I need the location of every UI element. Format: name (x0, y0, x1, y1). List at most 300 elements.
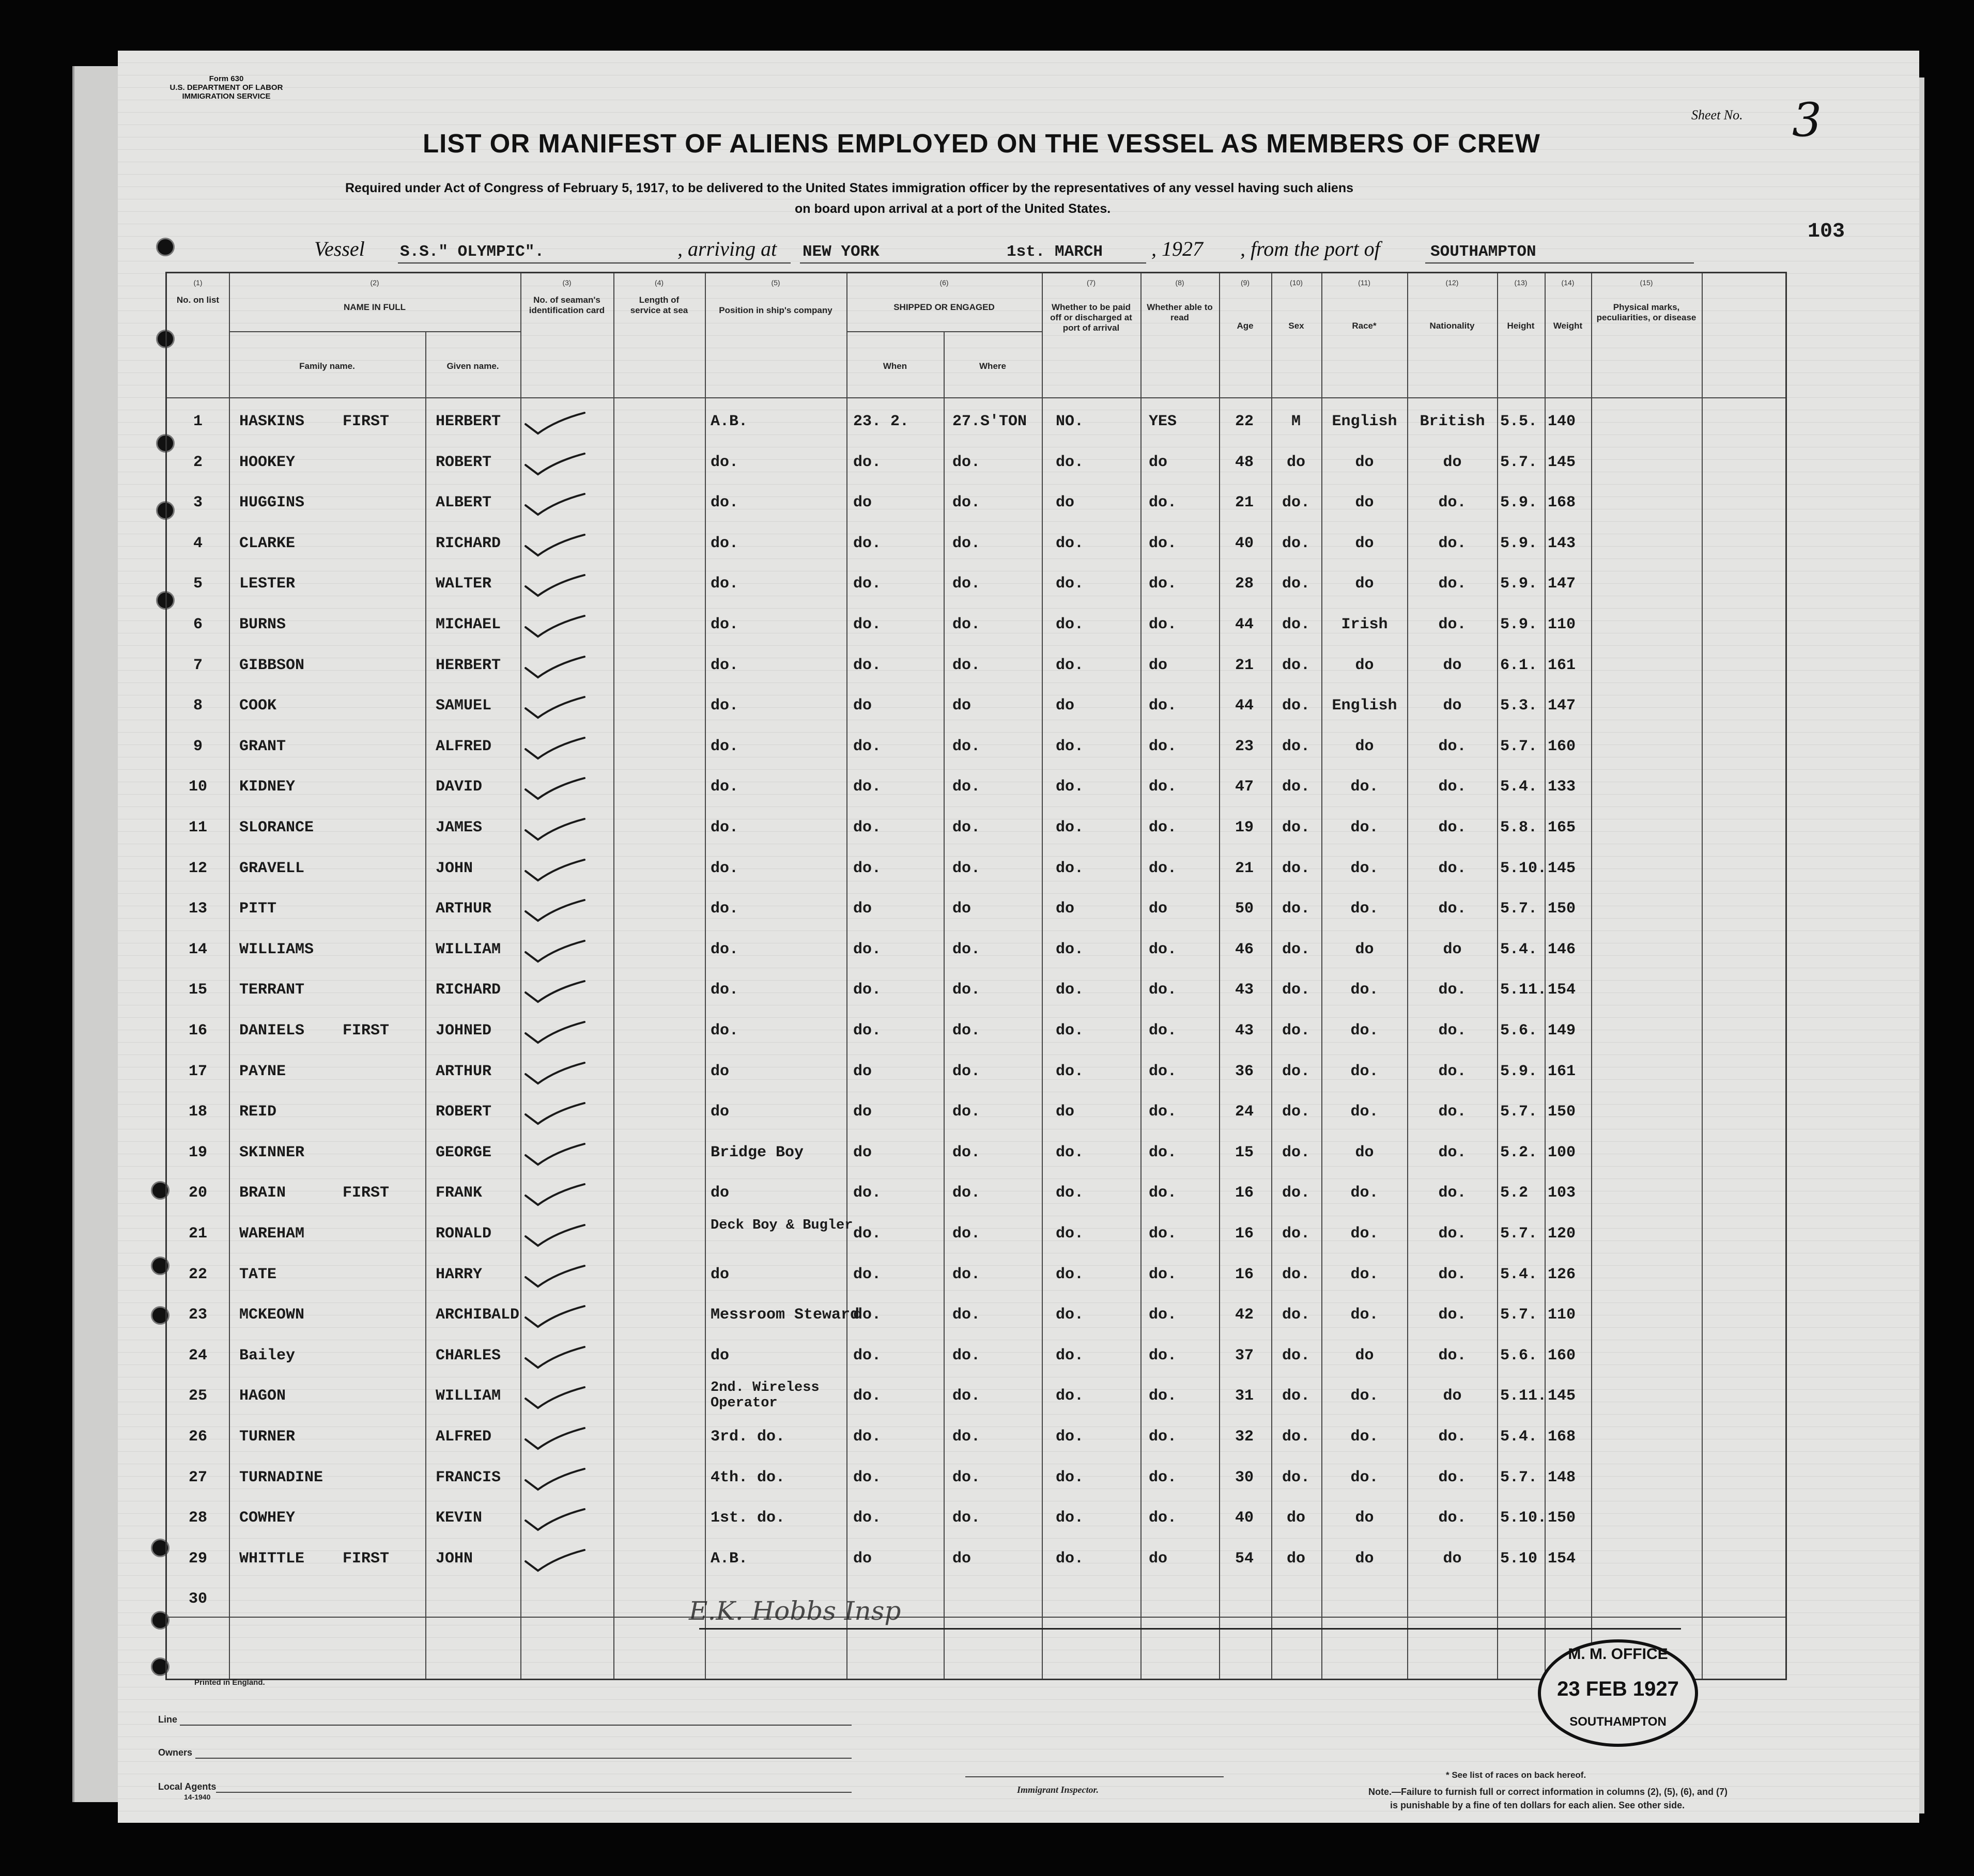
position: do (711, 1184, 730, 1202)
underline (996, 262, 1146, 263)
table-row (167, 850, 1785, 891)
given-name: WALTER (436, 575, 492, 593)
row-number: 7 (193, 656, 203, 674)
height: 5.7. (1500, 1468, 1538, 1486)
checkmark-icon (520, 1426, 588, 1451)
from-port: SOUTHAMPTON (1430, 243, 1536, 261)
table-row (167, 1297, 1785, 1337)
stamp-office: M. M. OFFICE (1568, 1646, 1668, 1663)
checkmark-icon (520, 533, 588, 557)
paid-off: NO. (1056, 413, 1084, 430)
sex: do (1286, 1549, 1305, 1568)
position: do. (711, 616, 739, 633)
paid-off: do. (1056, 1549, 1084, 1568)
shipped-when: do. (853, 940, 882, 958)
age: 43 (1235, 1022, 1254, 1040)
given-name: ARTHUR (436, 900, 492, 918)
row-number: 3 (193, 494, 203, 512)
closing-line (699, 1628, 1681, 1630)
table-row (167, 891, 1785, 931)
race: do. (1350, 819, 1379, 836)
given-name: HERBERT (436, 413, 501, 430)
family-name: SLORANCE (239, 819, 314, 836)
page-number: 103 (1808, 220, 1845, 243)
shipped-when: do. (853, 1428, 882, 1446)
checkmark-icon (520, 1020, 588, 1045)
given-name: SAMUEL (436, 697, 492, 715)
owners-underline (195, 1758, 852, 1759)
row-number: 24 (188, 1346, 207, 1365)
shipped-where: do. (952, 1509, 981, 1527)
race: do (1355, 940, 1374, 958)
able-to-read: do. (1149, 1022, 1177, 1040)
age: 21 (1235, 494, 1254, 512)
checkmark-icon (520, 736, 588, 761)
nationality: do. (1438, 819, 1467, 836)
checkmark-icon (520, 1142, 588, 1167)
sex: M (1291, 413, 1301, 430)
height: 5.7. (1500, 1103, 1538, 1121)
paid-off: do. (1056, 859, 1084, 877)
family-name: COOK (239, 697, 277, 715)
weight: 149 (1548, 1022, 1576, 1040)
nationality: do. (1438, 575, 1467, 593)
height: 5.6. (1500, 1346, 1538, 1365)
position: do. (711, 737, 739, 755)
paid-off: do. (1056, 575, 1084, 593)
shipped-where: do. (952, 1387, 981, 1405)
row-number: 15 (188, 981, 207, 999)
race: do (1355, 1549, 1374, 1568)
able-to-read: do. (1149, 981, 1177, 999)
paid-off: do. (1056, 778, 1084, 796)
position: do. (711, 697, 739, 715)
family-name: PITT (239, 900, 277, 918)
height: 5.7. (1500, 1306, 1538, 1324)
row-number: 2 (193, 453, 203, 471)
given-name: RONALD (436, 1225, 492, 1243)
given-name: ROBERT (436, 1103, 492, 1121)
col-15-heading: Physical marks, peculiarities, or disease (1596, 302, 1697, 322)
nationality: do. (1438, 900, 1467, 918)
table-row (167, 932, 1785, 972)
given-name: GEORGE (436, 1143, 492, 1161)
position: do. (711, 656, 739, 674)
weight: 154 (1548, 1549, 1576, 1568)
table-row (167, 525, 1785, 566)
paid-off: do. (1056, 1022, 1084, 1040)
checkmark-icon (520, 573, 588, 598)
row-number: 20 (188, 1184, 207, 1202)
shipped-where: do. (952, 981, 981, 999)
nationality: do. (1438, 1428, 1467, 1446)
col-13-number: (13) (1514, 278, 1528, 287)
shipped-when: do. (853, 616, 882, 633)
nationality: do. (1438, 859, 1467, 877)
col-7-heading: Whether to be paid off or discharged at port of arrival (1050, 302, 1132, 333)
agents-underline (216, 1792, 852, 1793)
age: 46 (1235, 940, 1254, 958)
manifest-page (118, 51, 1919, 1823)
age: 37 (1235, 1346, 1254, 1365)
family-name: HAGON (239, 1387, 286, 1405)
height: 5.2 (1500, 1184, 1529, 1202)
col-6-heading: SHIPPED OR ENGAGED (893, 302, 995, 312)
position: do. (711, 575, 739, 593)
given-name: WILLIAM (436, 940, 501, 958)
able-to-read: do. (1149, 778, 1177, 796)
able-to-read: do. (1149, 1103, 1177, 1121)
nationality: do (1443, 656, 1462, 674)
family-name: MCKEOWN (239, 1306, 305, 1324)
shipped-when: do (853, 1103, 872, 1121)
row-number: 16 (188, 1022, 207, 1040)
height: 5.9. (1500, 534, 1538, 552)
age: 32 (1235, 1428, 1254, 1446)
row-number: 27 (188, 1468, 207, 1486)
department: U.S. DEPARTMENT OF LABOR (169, 83, 283, 92)
race: do (1355, 534, 1374, 552)
height: 5.2. (1500, 1143, 1538, 1161)
table-row (167, 1013, 1785, 1053)
shipped-when: do (853, 900, 872, 918)
height: 5.4. (1500, 1265, 1538, 1283)
able-to-read: do. (1149, 1265, 1177, 1283)
races-note: * See list of races on back hereof. (1446, 1770, 1586, 1780)
nationality: do. (1438, 616, 1467, 633)
stamp-date: 23 FEB 1927 (1557, 1678, 1679, 1700)
position: do. (711, 778, 739, 796)
family-name: CLARKE (239, 534, 296, 552)
family-name: GRAVELL (239, 859, 305, 877)
position: A.B. (711, 413, 748, 430)
position: 3rd. do. (711, 1428, 785, 1446)
shipped-where: do. (952, 453, 981, 471)
row-number: 13 (188, 900, 207, 918)
given-name: JAMES (436, 819, 483, 836)
race: do. (1350, 778, 1379, 796)
table-row (167, 1419, 1785, 1459)
weight: 145 (1548, 453, 1576, 471)
able-to-read: do (1149, 1549, 1168, 1568)
col-10-heading: Sex (1288, 321, 1304, 331)
shipped-where: do. (952, 819, 981, 836)
nationality: do. (1438, 1022, 1467, 1040)
able-to-read: do. (1149, 1346, 1177, 1365)
position: do (711, 1265, 730, 1283)
height: 5.9. (1500, 575, 1538, 593)
shipped-when: do (853, 494, 872, 512)
col-2-number: (2) (370, 278, 379, 287)
col-3-heading: No. of seaman's identification card (529, 295, 605, 315)
col-7-number: (7) (1086, 278, 1096, 287)
checkmark-icon (520, 1385, 588, 1410)
sex: do. (1282, 981, 1310, 999)
given-name: ALFRED (436, 737, 492, 755)
row-number: 23 (188, 1306, 207, 1324)
col-6-when-heading: When (883, 361, 907, 371)
table-row (167, 1378, 1785, 1418)
given-name: ALFRED (436, 1428, 492, 1446)
weight: 100 (1548, 1143, 1576, 1161)
weight: 110 (1548, 1306, 1576, 1324)
family-name: SKINNER (239, 1143, 305, 1161)
col-6-where-heading: Where (979, 361, 1006, 371)
race: do. (1350, 1468, 1379, 1486)
weight: 147 (1548, 697, 1576, 715)
col-4-number: (4) (654, 278, 664, 287)
able-to-read: do. (1149, 1184, 1177, 1202)
table-row (167, 1460, 1785, 1500)
shipped-when: do. (853, 575, 882, 593)
age: 40 (1235, 1509, 1254, 1527)
sex: do. (1282, 1468, 1310, 1486)
col-8-number: (8) (1175, 278, 1184, 287)
table-row (167, 444, 1785, 485)
col-11-heading: Race* (1352, 321, 1377, 331)
weight: 143 (1548, 534, 1576, 552)
age: 30 (1235, 1468, 1254, 1486)
checkmark-icon (520, 614, 588, 639)
height: 5.8. (1500, 819, 1538, 836)
sex: do. (1282, 940, 1310, 958)
able-to-read: do. (1149, 1062, 1177, 1080)
shipped-when: do. (853, 1346, 882, 1365)
checkmark-icon (520, 1467, 588, 1492)
paid-off: do. (1056, 616, 1084, 633)
given-name: JOHN (436, 1549, 473, 1568)
col-11-number: (11) (1358, 278, 1370, 287)
weight: 161 (1548, 656, 1576, 674)
race: do. (1350, 1225, 1379, 1243)
paid-off: do. (1056, 1265, 1084, 1283)
position: do. (711, 494, 739, 512)
sex: do. (1282, 1184, 1310, 1202)
position: do (711, 1103, 730, 1121)
age: 43 (1235, 981, 1254, 999)
sex: do (1286, 453, 1305, 471)
age: 24 (1235, 1103, 1254, 1121)
col-9-number: (9) (1240, 278, 1250, 287)
able-to-read: do. (1149, 1225, 1177, 1243)
age: 50 (1235, 900, 1254, 918)
shipped-where: do. (952, 534, 981, 552)
position: do. (711, 819, 739, 836)
able-to-read: YES (1149, 413, 1177, 430)
paid-off: do. (1056, 737, 1084, 755)
family-name: REID (239, 1103, 277, 1121)
age: 54 (1235, 1549, 1254, 1568)
family-name: BURNS (239, 616, 286, 633)
position: Bridge Boy (711, 1143, 804, 1161)
checkmark-icon (520, 411, 588, 436)
position: 4th. do. (711, 1468, 785, 1486)
checkmark-icon (520, 1264, 588, 1289)
position: 1st. do. (711, 1509, 785, 1527)
col-12-number: (12) (1445, 278, 1459, 287)
race: do (1355, 656, 1374, 674)
family-name: KIDNEY (239, 778, 296, 796)
race: do. (1350, 900, 1379, 918)
shipped-when: do. (853, 1225, 882, 1243)
race: do (1355, 575, 1374, 593)
sex: do. (1282, 1103, 1310, 1121)
able-to-read: do. (1149, 1468, 1177, 1486)
able-to-read: do. (1149, 737, 1177, 755)
shipped-when: do. (853, 778, 882, 796)
agents-label: Local Agents (158, 1781, 217, 1792)
col-15-number: (15) (1640, 278, 1653, 287)
weight: 154 (1548, 981, 1576, 999)
able-to-read: do. (1149, 494, 1177, 512)
checkmark-icon (520, 1548, 588, 1573)
weight: 150 (1548, 900, 1576, 918)
checkmark-icon (520, 1345, 588, 1370)
page-title: LIST OR MANIFEST OF ALIENS EMPLOYED ON THE VESSEL AS MEMBERS OF CREW (423, 129, 1540, 158)
row-number: 11 (188, 819, 207, 836)
table-row (167, 1216, 1785, 1256)
paid-off: do. (1056, 1225, 1084, 1243)
height: 5.10. (1500, 1509, 1547, 1527)
table-row (167, 972, 1785, 1012)
col-9-heading: Age (1237, 321, 1254, 331)
nationality: British (1420, 413, 1485, 430)
family-name: WAREHAM (239, 1225, 305, 1243)
family-name: COWHEY (239, 1509, 296, 1527)
height: 5.11. (1500, 981, 1547, 999)
nationality: do. (1438, 1103, 1467, 1121)
height: 5.11. (1500, 1387, 1547, 1405)
row-number: 21 (188, 1225, 207, 1243)
subtitle-line-2: on board upon arrival at a port of the United States. (795, 201, 1111, 216)
weight: 145 (1548, 1387, 1576, 1405)
table-row (167, 810, 1785, 850)
col-14-number: (14) (1561, 278, 1575, 287)
row-number: 6 (193, 616, 203, 633)
position: Messroom Steward (711, 1306, 860, 1324)
paid-off: do. (1056, 1468, 1084, 1486)
row-number: 25 (188, 1387, 207, 1405)
sex: do. (1282, 1387, 1310, 1405)
nationality: do (1443, 453, 1462, 471)
checkmark-icon (520, 939, 588, 964)
able-to-read: do. (1149, 940, 1177, 958)
col-2-heading: NAME IN FULL (344, 302, 406, 312)
weight: 150 (1548, 1103, 1576, 1121)
shipped-when: do (853, 1062, 872, 1080)
age: 15 (1235, 1143, 1254, 1161)
paid-off: do (1056, 900, 1075, 918)
shipped-when: do (853, 1143, 872, 1161)
able-to-read: do. (1149, 1428, 1177, 1446)
given-name: RICHARD (436, 981, 501, 999)
first-marker: FIRST (343, 1184, 390, 1202)
paid-off: do. (1056, 1143, 1084, 1161)
shipped-where: do. (952, 1184, 981, 1202)
age: 16 (1235, 1184, 1254, 1202)
sex: do. (1282, 819, 1310, 836)
race: do. (1350, 859, 1379, 877)
given-name: ROBERT (436, 453, 492, 471)
col-3-number: (3) (562, 278, 572, 287)
table-row (167, 647, 1785, 688)
sex: do. (1282, 900, 1310, 918)
office-stamp (1538, 1639, 1698, 1747)
shipped-when: do. (853, 656, 882, 674)
family-name: Bailey (239, 1346, 296, 1365)
able-to-read: do. (1149, 534, 1177, 552)
sheet-label: Sheet No. (1691, 107, 1743, 122)
paid-off: do. (1056, 453, 1084, 471)
row-number: 26 (188, 1428, 207, 1446)
family-name: BRAIN (239, 1184, 286, 1202)
col-12-heading: Nationality (1429, 321, 1475, 331)
sex: do. (1282, 616, 1310, 633)
age: 36 (1235, 1062, 1254, 1080)
paid-off: do. (1056, 1062, 1084, 1080)
family-name: TATE (239, 1265, 277, 1283)
given-name: FRANK (436, 1184, 483, 1202)
shipped-when: do. (853, 1306, 882, 1324)
nationality: do. (1438, 1265, 1467, 1283)
height: 5.3. (1500, 697, 1538, 715)
row-number: 4 (193, 534, 203, 552)
age: 28 (1235, 575, 1254, 593)
shipped-where: 27.S'TON (952, 413, 1027, 430)
arrival-year: , 1927 (1151, 237, 1203, 260)
shipped-when: do. (853, 453, 882, 471)
paid-off: do. (1056, 534, 1084, 552)
age: 44 (1235, 697, 1254, 715)
weight: 165 (1548, 819, 1576, 836)
family-name: DANIELS (239, 1022, 305, 1040)
shipped-when: do. (853, 1509, 882, 1527)
col-2-family-heading: Family name. (299, 361, 355, 371)
position: do. (711, 1022, 739, 1040)
height: 6.1. (1500, 656, 1538, 674)
given-name: ARTHUR (436, 1062, 492, 1080)
height: 5.7. (1500, 900, 1538, 918)
nationality: do. (1438, 1143, 1467, 1161)
able-to-read: do. (1149, 575, 1177, 593)
checkmark-icon (520, 452, 588, 476)
age: 48 (1235, 453, 1254, 471)
family-name: LESTER (239, 575, 296, 593)
nationality: do. (1438, 1346, 1467, 1365)
nationality: do. (1438, 1468, 1467, 1486)
age: 47 (1235, 778, 1254, 796)
weight: 147 (1548, 575, 1576, 593)
sex: do. (1282, 737, 1310, 755)
shipped-where: do. (952, 1103, 981, 1121)
shipped-when: do. (853, 981, 882, 999)
weight: 168 (1548, 1428, 1576, 1446)
sex: do. (1282, 1062, 1310, 1080)
age: 16 (1235, 1225, 1254, 1243)
paid-off: do. (1056, 1346, 1084, 1365)
checkmark-icon (520, 858, 588, 882)
nationality: do. (1438, 737, 1467, 755)
race: Irish (1341, 616, 1388, 633)
position: do. (711, 900, 739, 918)
height: 5.9. (1500, 1062, 1538, 1080)
age: 40 (1235, 534, 1254, 552)
race: do. (1350, 1387, 1379, 1405)
paid-off: do (1056, 697, 1075, 715)
table-row (167, 769, 1785, 809)
arriving-label: , arriving at (677, 237, 777, 260)
weight: 120 (1548, 1225, 1576, 1243)
